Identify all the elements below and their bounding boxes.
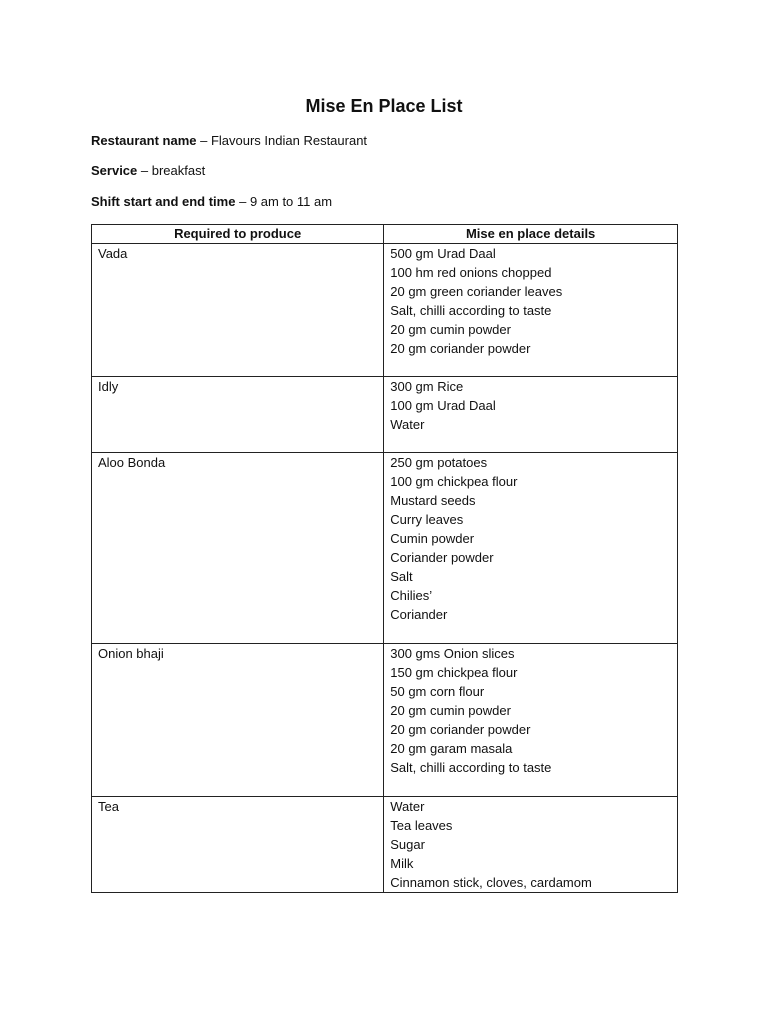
dish-cell [92,797,384,893]
dish-name: Vada [98,246,128,261]
restaurant-name-line [91,132,367,150]
detail-line: Coriander [390,607,448,622]
service-value: breakfast [151,163,206,178]
shift-time-label: Shift start and end time [91,194,236,209]
dish-name: Onion bhaji [98,646,164,661]
restaurant-name-separator: – [196,133,211,148]
detail-line: 20 gm garam masala [390,741,513,756]
detail-line: Water [390,417,425,432]
detail-line: Milk [390,856,414,871]
detail-line: Sugar [390,837,425,852]
dish-name: Idly [98,379,119,394]
detail-line: Salt, chilli according to taste [390,760,552,775]
detail-line: 100 gm chickpea flour [390,474,518,489]
table-row [92,453,678,644]
dish-cell [92,453,384,644]
detail-line: Tea leaves [390,818,453,833]
detail-line: Water [390,799,425,814]
detail-line: 300 gms Onion slices [390,646,515,661]
detail-line: 500 gm Urad Daal [390,246,496,261]
detail-line: Cinnamon stick, cloves, cardamom [390,875,592,890]
shift-time-line [91,193,332,211]
detail-line: 150 gm chickpea flour [390,665,518,680]
detail-line: 250 gm potatoes [390,455,488,470]
dish-cell [92,244,384,377]
dish-name: Tea [98,799,119,814]
detail-line: 20 gm green coriander leaves [390,284,563,299]
details-cell [384,377,678,453]
header-mise-en-place-details: Mise en place details [384,225,678,244]
detail-line: Salt, chilli according to taste [390,303,552,318]
table-row [92,644,678,797]
detail-line: Cumin powder [390,531,475,546]
service-label: Service [91,163,138,178]
detail-line: Coriander powder [390,550,494,565]
details-cell [384,244,678,377]
table-header-row [92,225,678,244]
document-title: Mise En Place List [305,96,463,116]
dish-cell [92,377,384,453]
shift-time-separator: – [235,194,250,209]
table-row [92,797,678,893]
table-body [92,244,678,893]
dish-cell [92,644,384,797]
detail-line: 20 gm coriander powder [390,722,531,737]
service-separator: – [137,163,152,178]
details-cell [384,644,678,797]
detail-line: Chilies’ [390,588,433,603]
shift-time-value: 9 am to 11 am [249,194,333,209]
detail-line: Curry leaves [390,512,464,527]
restaurant-name-value: Flavours Indian Restaurant [210,133,368,148]
detail-line: 300 gm Rice [390,379,464,394]
details-cell [384,797,678,893]
service-line [91,162,205,180]
header-required-to-produce: Required to produce [92,225,384,244]
detail-line: Mustard seeds [390,493,476,508]
restaurant-name-label: Restaurant name [91,133,197,148]
mise-en-place-table [91,224,678,893]
dish-name: Aloo Bonda [98,455,166,470]
detail-line: 100 hm red onions chopped [390,265,552,280]
detail-line: 100 gm Urad Daal [390,398,496,413]
detail-line: 50 gm corn flour [390,684,485,699]
details-cell [384,453,678,644]
detail-line: Salt [390,569,413,584]
table-row [92,377,678,453]
detail-line: 20 gm cumin powder [390,703,511,718]
detail-line: 20 gm cumin powder [390,322,511,337]
table-row [92,244,678,377]
detail-line: 20 gm coriander powder [390,341,531,356]
